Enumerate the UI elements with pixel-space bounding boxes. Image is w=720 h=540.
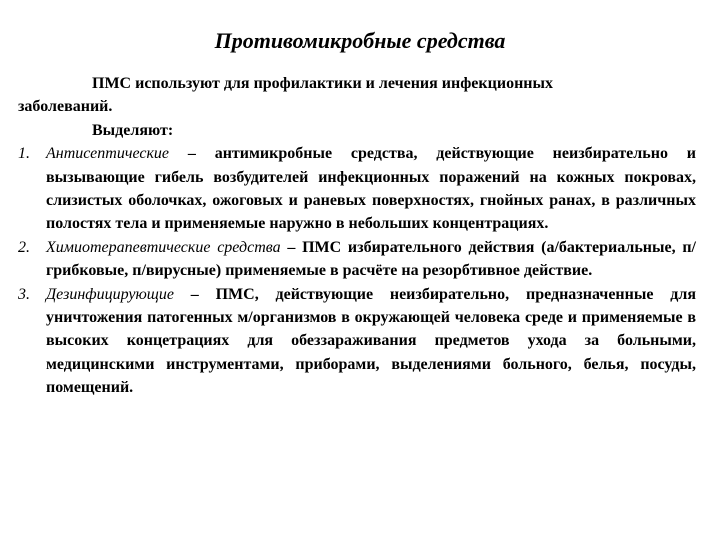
list-number: 1.	[18, 145, 30, 163]
list-term: Химиотерапевтические средства	[46, 238, 281, 256]
lead-text: Выделяют:	[92, 121, 174, 139]
slide-title: Противомикробные средства	[214, 28, 506, 53]
list-item-antiseptic	[18, 142, 696, 236]
list-number: 2.	[18, 238, 30, 256]
list-number: 3.	[18, 285, 30, 303]
intro-line-2: заболеваний.	[18, 98, 113, 116]
list-item-chemotherapy	[18, 236, 696, 283]
list-term: Дезинфицирующие	[46, 285, 174, 303]
slide-body	[18, 72, 696, 400]
list-text: – ПМС избирательного действия (а/бактериальные, п/грибковые, п/вирусные) применяемые в расчёте на резорбтивное действие.	[46, 238, 697, 280]
list-text: – ПМС, действующие неизбирательно, предназначенные для уничтожения патогенных м/организмов в окружающей человека среде и применяемые в высоких концетрациях для обеззараживания предметов ухода за больными, медицинскими инструментами, приборами, выделениями больного, белья, посуды, помещений.	[46, 285, 696, 397]
list-term: Антисептические	[46, 145, 170, 163]
intro-line-1: ПМС используют для профилактики и лечения инфекционных	[92, 75, 553, 92]
list-item-disinfectant	[18, 283, 696, 400]
list-text: – антимикробные средства, действующие неизбирательно и вызывающие гибель возбудителей инфекционных поражений на кожных покровах, слизистых оболочках, ожоговых и раневых поверхностях, гнойных ранах, в различных полостях тела и применяемые наружно в небольших концентрациях.	[46, 145, 696, 233]
